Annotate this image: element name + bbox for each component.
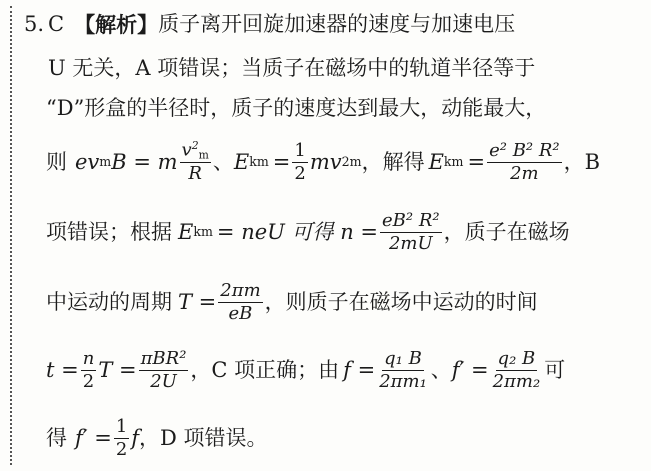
eq3-lhs: E — [428, 149, 444, 174]
solution-line-6 — [46, 272, 538, 332]
line-8-text1: 得 — [46, 425, 67, 450]
line-7-eq-lhs: t = — [46, 357, 79, 382]
line-7-frac3-num: q₁ B — [384, 347, 422, 369]
line-7-frac4-num: q₂ B — [497, 347, 536, 369]
answer-choice: C — [48, 12, 65, 36]
solution-line-4 — [46, 132, 600, 192]
line-8-frac-den: 2 — [115, 438, 128, 460]
line-5-eq-mid: = neU 可得 n = — [216, 219, 378, 244]
line-6-text1: 中运动的周期 — [46, 289, 172, 314]
line-5-eq-sub: km — [193, 223, 213, 239]
solution-line-1 — [24, 14, 515, 35]
analysis-tag: 【解析】 — [74, 12, 159, 37]
line-7-frac2-den: 2U — [150, 370, 177, 392]
solution-line-7 — [46, 340, 565, 400]
solution-line-3 — [46, 98, 546, 119]
line-4-lead: 则 — [46, 149, 67, 174]
frac3-den: 2m — [510, 162, 539, 184]
line-5-text1: 项错误；根据 — [46, 219, 172, 244]
line-5-frac-den: 2mU — [388, 232, 433, 254]
frac2-num: 1 — [294, 139, 306, 161]
frac1-num-sub: m — [198, 148, 209, 162]
fraction-half — [114, 417, 129, 460]
eq1-sub: m — [99, 153, 112, 169]
eq3-sub: km — [443, 153, 464, 169]
fraction-f — [377, 349, 429, 392]
solution-line-5 — [46, 202, 570, 262]
line-7-frac1-den: 2 — [82, 370, 95, 392]
line-6-frac-den: eB — [228, 302, 253, 324]
line-5-tail: ，质子在磁场 — [443, 219, 570, 244]
fraction-one-half — [292, 141, 307, 184]
line-7-eq-mid: T = — [98, 357, 137, 382]
eq2-lhs: E — [233, 149, 250, 174]
line-5-eq-lhs: E — [178, 219, 194, 244]
solution-line-8 — [46, 410, 268, 466]
fraction-v2-over-r — [180, 140, 211, 184]
frac1-num: v — [181, 139, 192, 161]
line-7-eq2-lhs: f = — [343, 357, 376, 382]
line-7-frac1-num: n — [82, 347, 95, 369]
fraction-f-prime — [491, 349, 543, 392]
line-7-frac3-den: 2πm₁ — [379, 370, 427, 392]
solution-line-2 — [48, 58, 535, 79]
fraction-period — [218, 281, 262, 324]
fraction-n-over-2 — [81, 349, 97, 392]
frac1-den: R — [188, 163, 202, 185]
dotted-margin-rule — [10, 6, 12, 465]
fraction-time — [139, 349, 189, 392]
line-7-eq3-lhs: f′ = — [451, 357, 489, 382]
line-8-eq-rhs: f — [131, 425, 140, 450]
line-7-frac2-num: πBR² — [140, 347, 187, 369]
line-7-tail: 可 — [544, 357, 566, 382]
line-6-tail: ，则质子在磁场中运动的时间 — [264, 289, 538, 314]
fraction-ekm — [487, 141, 562, 184]
line-5-frac-num: eB² R² — [382, 209, 440, 231]
eq2-rhs: mv — [309, 149, 342, 174]
frac2-den: 2 — [294, 162, 306, 184]
eq2-sub: km — [249, 153, 269, 169]
line-7-sep: 、 — [430, 357, 452, 382]
line-4-tail: ，B — [563, 149, 601, 174]
eq2-rhs-sup: 2 — [341, 153, 350, 169]
eq1-mid: B = m — [111, 149, 178, 174]
line-8-eq-lhs: f′ = — [75, 425, 112, 450]
frac1-num-sup: 2 — [191, 138, 199, 152]
line-4-mid: ，解得 — [361, 149, 425, 174]
line-7-text1: ，C 项正确；由 — [190, 357, 340, 382]
frac3-num: e² B² R² — [489, 139, 560, 161]
eq2-eq: = — [272, 149, 291, 174]
line-8-frac-num: 1 — [115, 415, 128, 437]
line-2-text: U 无关，A 项错误；当质子在磁场中的轨道半径等于 — [48, 56, 536, 80]
line-3-text: “D”形盒的半径时，质子的速度达到最大，动能最大， — [46, 96, 547, 120]
eq1-lhs: ev — [75, 149, 100, 174]
sep1: 、 — [212, 149, 234, 174]
problem-number: 5. — [24, 12, 45, 36]
line-6-frac-num: 2πm — [220, 279, 261, 301]
fraction-n — [380, 211, 442, 254]
eq2-rhs-sub: m — [349, 153, 362, 169]
line-1-text: 质子离开回旋加速器的速度与加速电压 — [158, 12, 516, 36]
eq3-eq: = — [467, 149, 486, 174]
line-7-frac4-den: 2πm₂ — [492, 370, 541, 392]
line-8-tail: ，D 项错误。 — [139, 425, 268, 450]
line-6-eq-lhs: T = — [178, 289, 217, 314]
